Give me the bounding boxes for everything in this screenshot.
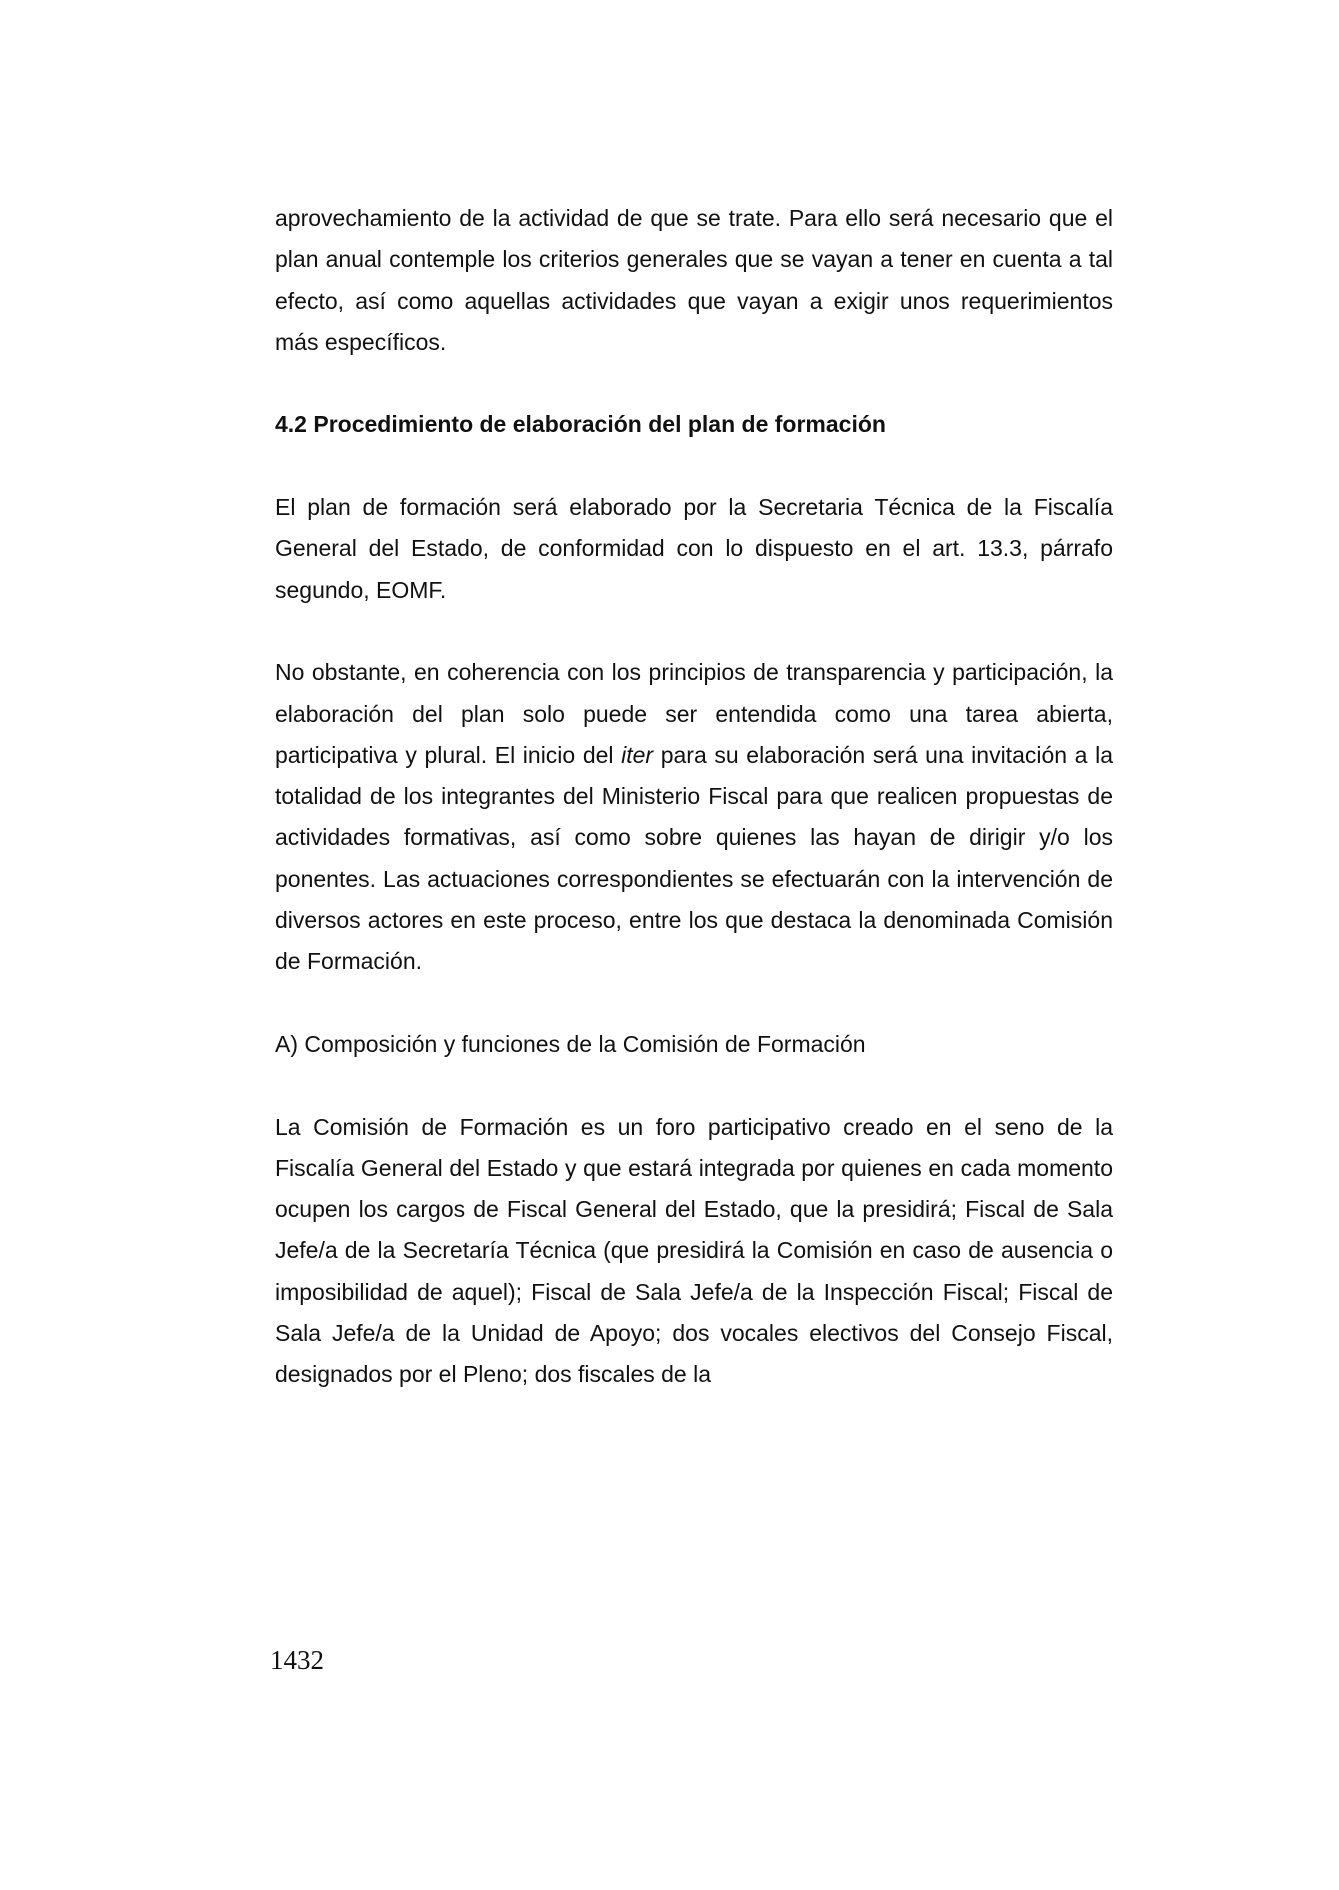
paragraph-spacing: [275, 983, 1113, 1024]
body-text: [275, 198, 1113, 1396]
paragraph-text: para su elaboración será una invitación a la totalidad de los integrantes del Ministerio Fiscal para que realicen propuestas de actividades formativas, así como sobre quienes las hayan de dirigir y/o los ponentes. Las actuaciones correspondientes se efectuarán con la intervención de diversos actores en este proceso, entre los que destaca la denominada Comisión de Formación.: [275, 741, 1113, 975]
page-number: 1432: [270, 1645, 324, 1675]
paragraph-spacing: [275, 1065, 1113, 1106]
italic-term: iter: [621, 741, 654, 768]
paragraph-spacing: [275, 363, 1113, 404]
paragraph-spacing: [275, 446, 1113, 487]
paragraph-spacing: [275, 611, 1113, 652]
paragraph-text: No obstante, en coherencia con los principios de transparencia y participación, la elaboración del plan solo puede ser entendida como una tarea abierta, participativa y plural. El inicio del: [275, 659, 1113, 768]
paragraph-commission: La Comisión de Formación es un foro participativo creado en el seno de la Fiscalía General del Estado y que estará integrada por quienes en cada momento ocupen los cargos de Fiscal General del Estado, que la presidirá; Fiscal de Sala Jefe/a de la Secretaría Técnica (que presidirá la Comisión en caso de ausencia o imposibilidad de aquel); Fiscal de Sala Jefe/a de la Inspección Fiscal; Fiscal de Sala Jefe/a de la Unidad de Apoyo; dos vocales electivos del Consejo Fiscal, designados por el Pleno; dos fiscales de la: [275, 1113, 1113, 1388]
section-heading: 4.2 Procedimiento de elaboración del plan de formación: [275, 411, 886, 438]
subsection-heading: A) Composición y funciones de la Comisión de Formación: [275, 1030, 866, 1057]
paragraph-plan-elaboration: El plan de formación será elaborado por la Secretaria Técnica de la Fiscalía General del Estado, de conformidad con lo dispuesto en el art. 13.3, párrafo segundo, EOMF.: [275, 494, 1113, 603]
paragraph-transparency: [275, 652, 1113, 982]
paragraph-continuation: aprovechamiento de la actividad de que se trate. Para ello será necesario que el plan anual contemple los criterios generales que se vayan a tener en cuenta a tal efecto, así como aquellas actividades que vayan a exigir unos requerimientos más específicos.: [275, 205, 1113, 355]
